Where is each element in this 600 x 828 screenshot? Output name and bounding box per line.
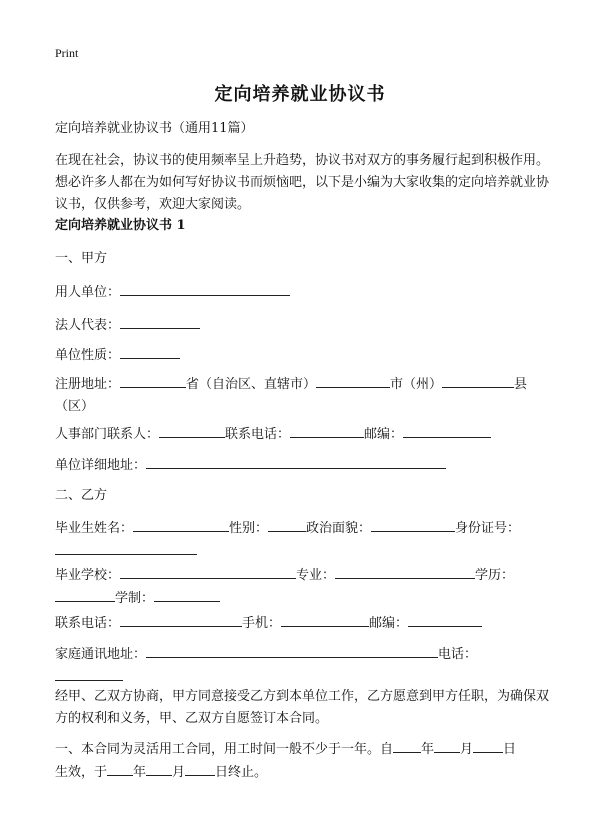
politics-blank [371, 517, 455, 532]
unit-nature-row [55, 344, 550, 367]
reg-county-blank [442, 373, 514, 388]
contact-phone-blank [120, 612, 242, 627]
employer-unit-blank [120, 281, 290, 296]
unit-address-label: 单位详细地址： [55, 458, 147, 473]
party-a-heading: 一、甲方 [55, 251, 108, 266]
month-label: 月 [460, 742, 474, 757]
agreement-paragraph: 经甲、乙双方协商，甲方同意接受乙方到本单位工作，乙方愿意到甲方任职，为确保双方的权利和义务，甲、乙双方自愿签订本合同。 [55, 689, 550, 726]
end-year-label: 年 [133, 765, 147, 780]
party-b-heading: 二、乙方 [55, 488, 108, 503]
school-row [55, 564, 550, 610]
reg-province-label: 省（自治区、直辖市） [186, 377, 317, 392]
reg-province-blank [120, 373, 186, 388]
school-label: 毕业学校： [55, 568, 121, 583]
start-day-blank [473, 738, 503, 753]
contact-phone-label: 联系电话： [55, 616, 121, 631]
hr-contact-blank [159, 423, 225, 438]
phone-label: 联系电话： [225, 427, 291, 442]
unit-nature-label: 单位性质： [55, 348, 121, 363]
legal-rep-blank [120, 314, 200, 329]
hr-contact-row [55, 423, 550, 446]
section-heading: 定向培养就业协议书 1 [55, 218, 186, 233]
doc-subtitle: 定向培养就业协议书（通用11篇） [55, 121, 254, 136]
clause-1-start: 一、本合同为灵活用工合同，用工时间一般不少于一年。自 [55, 742, 394, 757]
reg-address-row [55, 373, 550, 418]
start-month-blank [434, 738, 460, 753]
gender-blank [268, 517, 306, 532]
duration-blank [154, 587, 220, 602]
clause-1-effective: 生效，于 [55, 765, 108, 780]
tel-blank [55, 666, 123, 681]
unit-address-row [55, 454, 550, 477]
mobile-label: 手机： [242, 616, 282, 631]
employer-unit-label: 用人单位： [55, 285, 121, 300]
postcode-b-blank [408, 612, 482, 627]
grad-info-row [55, 517, 550, 563]
unit-nature-blank [120, 344, 180, 359]
clause-1 [55, 738, 550, 784]
reg-city-blank [316, 373, 390, 388]
legal-rep-row [55, 314, 550, 337]
unit-address-blank [146, 454, 446, 469]
home-address-label: 家庭通讯地址： [55, 647, 147, 662]
print-link[interactable]: Print [55, 46, 79, 60]
major-blank [335, 564, 475, 579]
end-day-blank [185, 761, 215, 776]
reg-city-label: 市（州） [390, 377, 443, 392]
school-blank [120, 564, 296, 579]
year-label: 年 [421, 742, 435, 757]
page-title: 定向培养就业协议书 [214, 84, 386, 105]
end-year-blank [107, 761, 133, 776]
gender-label: 性别： [229, 521, 269, 536]
end-month-label: 月 [172, 765, 186, 780]
contact-row [55, 612, 550, 635]
major-label: 专业： [296, 568, 336, 583]
grad-name-label: 毕业生姓名： [55, 521, 134, 536]
home-address-row [55, 643, 550, 689]
postcode-label: 邮编： [364, 427, 404, 442]
intro-paragraph: 在现在社会，协议书的使用频率呈上升趋势，协议书对双方的事务履行起到积极作用。想必许多人都在为如何写好协议书而烦恼吧，以下是小编为大家收集的定向培养就业协议书，仅供参考，欢迎大家阅读。 [55, 153, 550, 212]
postcode-b-label: 邮编： [369, 616, 409, 631]
politics-label: 政治面貌： [306, 521, 372, 536]
degree-label: 学历： [475, 568, 515, 583]
home-address-blank [146, 643, 438, 658]
employer-unit-row [55, 281, 550, 304]
reg-address-label: 注册地址： [55, 377, 121, 392]
id-no-label: 身份证号： [455, 521, 521, 536]
duration-label: 学制： [115, 591, 155, 606]
grad-name-blank [133, 517, 229, 532]
hr-contact-label: 人事部门联系人： [55, 427, 160, 442]
phone-blank [290, 423, 364, 438]
terminate-label: 日终止。 [215, 765, 268, 780]
reg-district-label: （区） [55, 399, 95, 414]
degree-blank [55, 587, 115, 602]
day-label: 日 [503, 742, 517, 757]
reg-county-label: 县 [514, 377, 528, 392]
start-year-blank [393, 738, 421, 753]
tel-label: 电话： [438, 647, 478, 662]
legal-rep-label: 法人代表： [55, 318, 121, 333]
id-no-blank [55, 540, 197, 555]
mobile-blank [281, 612, 369, 627]
postcode-blank [403, 423, 491, 438]
end-month-blank [146, 761, 172, 776]
